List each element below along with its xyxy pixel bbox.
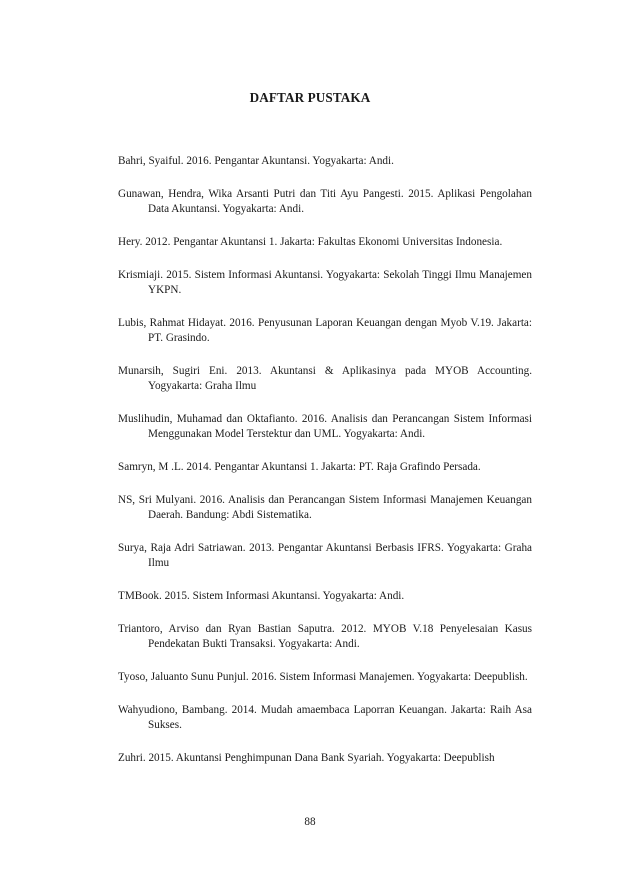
reference-item: Samryn, M .L. 2014. Pengantar Akuntansi 1. Jakarta: PT. Raja Grafindo Persada.	[118, 461, 481, 473]
reference-item: Surya, Raja Adri Satriawan. 2013. Pengantar Akuntansi Berbasis IFRS. Yogyakarta: Graha Ilmu	[118, 542, 532, 569]
reference-item: Krismiaji. 2015. Sistem Informasi Akuntansi. Yogyakarta: Sekolah Tinggi Ilmu Manajemen YKPN.	[118, 269, 532, 296]
reference-list	[118, 154, 532, 784]
reference-item: Muslihudin, Muhamad dan Oktafianto. 2016. Analisis dan Perancangan Sistem Informasi Menggunakan Model Terstektur dan UML. Yogyakarta: Andi.	[118, 413, 532, 440]
reference-item: TMBook. 2015. Sistem Informasi Akuntansi. Yogyakarta: Andi.	[118, 590, 405, 602]
reference-item: Munarsih, Sugiri Eni. 2013. Akuntansi & Aplikasinya pada MYOB Accounting. Yogyakarta: Graha Ilmu	[118, 365, 532, 392]
reference-item: Tyoso, Jaluanto Sunu Punjul. 2016. Sistem Informasi Manajemen. Yogyakarta: Deepublish.	[118, 671, 528, 683]
page-number: 88	[304, 816, 316, 828]
reference-item: Gunawan, Hendra, Wika Arsanti Putri dan Titi Ayu Pangesti. 2015. Aplikasi Pengolahan Data Akuntansi. Yogyakarta: Andi.	[118, 188, 532, 215]
reference-item: Hery. 2012. Pengantar Akuntansi 1. Jakarta: Fakultas Ekonomi Universitas Indonesia.	[118, 236, 503, 248]
reference-item: Triantoro, Arviso dan Ryan Bastian Saputra. 2012. MYOB V.18 Penyelesaian Kasus Pendekatan Bukti Transaksi. Yogyakarta: Andi.	[118, 623, 532, 650]
reference-item: Wahyudiono, Bambang. 2014. Mudah amaembaca Laporran Keuangan. Jakarta: Raih Asa Sukses.	[118, 704, 532, 731]
reference-item: Zuhri. 2015. Akuntansi Penghimpunan Dana Bank Syariah. Yogyakarta: Deepublish	[118, 752, 495, 764]
reference-item: Bahri, Syaiful. 2016. Pengantar Akuntansi. Yogyakarta: Andi.	[118, 155, 394, 167]
reference-item: Lubis, Rahmat Hidayat. 2016. Penyusunan Laporan Keuangan dengan Myob V.19. Jakarta: PT. Grasindo.	[118, 317, 532, 344]
page-title: DAFTAR PUSTAKA	[249, 90, 371, 105]
reference-item: NS, Sri Mulyani. 2016. Analisis dan Perancangan Sistem Informasi Manajemen Keuangan Daerah. Bandung: Abdi Sistematika.	[118, 494, 532, 521]
